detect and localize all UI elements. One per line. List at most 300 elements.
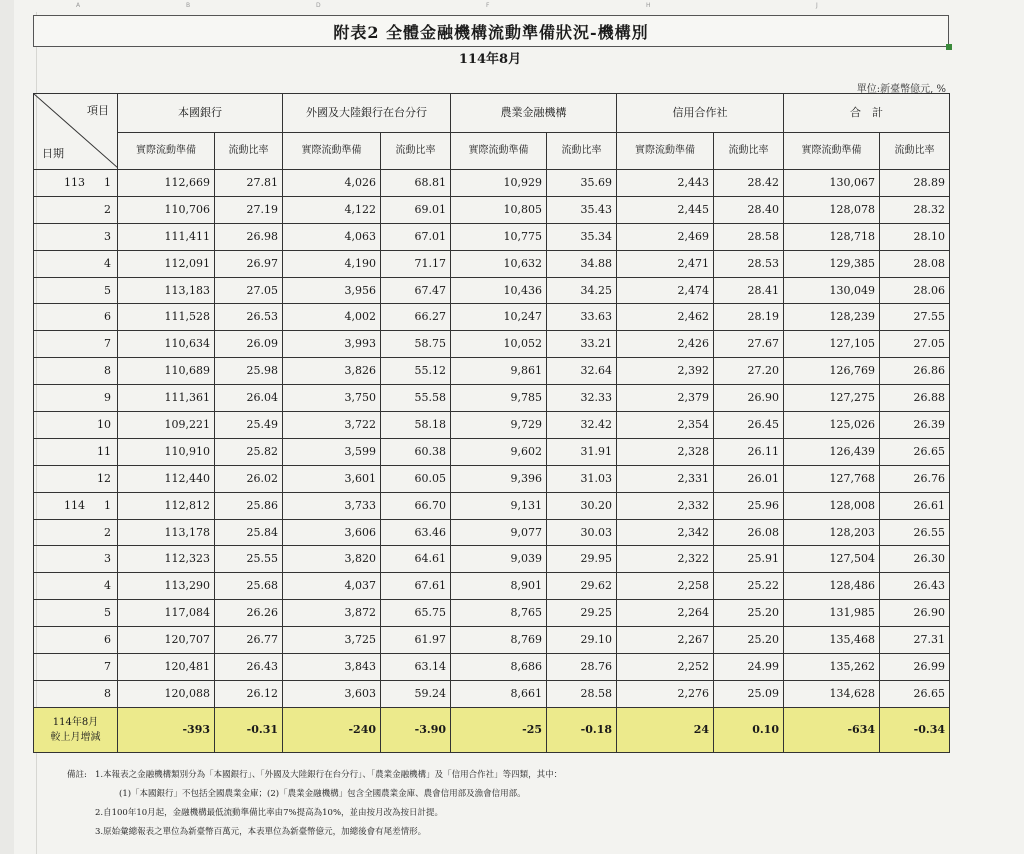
month-label: 1 — [104, 176, 111, 189]
title-text: 附表2 全體金融機構流動準備狀況-機構別 — [333, 22, 649, 42]
ratio-cell: 35.69 — [547, 170, 617, 197]
ratio-cell: 32.33 — [547, 385, 617, 412]
reserve-cell: 2,252 — [617, 654, 714, 681]
reserve-cell: 112,323 — [118, 546, 215, 573]
ratio-cell: 28.32 — [880, 196, 950, 223]
change-label-month: 114年8月 — [52, 716, 99, 728]
ratio-cell: 26.08 — [714, 519, 784, 546]
reserve-cell: 4,122 — [283, 196, 381, 223]
ratio-cell: 25.55 — [215, 546, 283, 573]
ratio-cell: 28.08 — [880, 250, 950, 277]
subheader-reserve: 實際流動準備 — [451, 133, 547, 170]
ratio-cell: 26.77 — [215, 627, 283, 654]
header-corner — [34, 94, 118, 170]
date-cell — [34, 680, 118, 707]
month-label: 4 — [104, 256, 111, 270]
table-row — [34, 170, 950, 197]
table-row — [34, 331, 950, 358]
ratio-cell: 26.45 — [714, 412, 784, 439]
month-label: 6 — [104, 633, 111, 647]
reserve-cell: 2,469 — [617, 223, 714, 250]
ratio-cell: 26.90 — [880, 600, 950, 627]
ratio-cell: 26.12 — [215, 680, 283, 707]
date-cell — [34, 412, 118, 439]
reserve-cell: 10,929 — [451, 170, 547, 197]
date-cell — [34, 385, 118, 412]
table-row — [34, 627, 950, 654]
ratio-cell: 28.89 — [880, 170, 950, 197]
reserve-cell: 127,275 — [784, 385, 880, 412]
reserve-cell: 3,750 — [283, 385, 381, 412]
reserve-cell: 2,392 — [617, 358, 714, 385]
reserve-cell: 10,805 — [451, 196, 547, 223]
table-row — [34, 492, 950, 519]
reserve-cell: 9,861 — [451, 358, 547, 385]
reserve-cell: 129,385 — [784, 250, 880, 277]
reserve-cell: 128,486 — [784, 573, 880, 600]
ratio-cell: 30.20 — [547, 492, 617, 519]
column-letters: A B D F H J — [76, 2, 818, 9]
table-row — [34, 385, 950, 412]
reserve-cell: 2,258 — [617, 573, 714, 600]
ratio-cell: 26.98 — [215, 223, 283, 250]
month-label: 6 — [104, 310, 111, 324]
date-cell — [34, 573, 118, 600]
ratio-cell: 67.47 — [381, 277, 451, 304]
date-cell — [34, 654, 118, 681]
reserve-cell: 2,264 — [617, 600, 714, 627]
reserve-cell: 126,769 — [784, 358, 880, 385]
ratio-cell: 63.14 — [381, 654, 451, 681]
reserve-cell: 2,462 — [617, 304, 714, 331]
table-row — [34, 250, 950, 277]
reserve-cell: 3,601 — [283, 465, 381, 492]
date-cell — [34, 519, 118, 546]
reserve-cell: 9,131 — [451, 492, 547, 519]
ratio-cell: 32.64 — [547, 358, 617, 385]
ratio-cell: 28.10 — [880, 223, 950, 250]
ratio-cell: 25.86 — [215, 492, 283, 519]
reserve-cell: 4,037 — [283, 573, 381, 600]
reserve-cell: 128,239 — [784, 304, 880, 331]
reserve-cell: 9,602 — [451, 438, 547, 465]
ratio-cell: 27.05 — [880, 331, 950, 358]
subheader-reserve: 實際流動準備 — [283, 133, 381, 170]
reserve-cell: 113,183 — [118, 277, 215, 304]
ratio-cell: 55.12 — [381, 358, 451, 385]
header-group-row — [34, 94, 950, 133]
reserve-cell: 110,706 — [118, 196, 215, 223]
reserve-cell: 128,718 — [784, 223, 880, 250]
ratio-cell: 26.61 — [880, 492, 950, 519]
note-1: 1.本報表之金融機構類別分為「本國銀行」、「外國及大陸銀行在台分行」、「農業金融機構」及「信用合作社」等四類，其中： — [95, 770, 563, 780]
month-label: 2 — [104, 202, 111, 216]
reserve-cell: 9,039 — [451, 546, 547, 573]
date-cell — [34, 358, 118, 385]
ratio-cell: 24.99 — [714, 654, 784, 681]
table-row — [34, 358, 950, 385]
reserve-cell: 120,481 — [118, 654, 215, 681]
ratio-cell: 25.20 — [714, 600, 784, 627]
ratio-cell: 26.30 — [880, 546, 950, 573]
ratio-cell: 26.26 — [215, 600, 283, 627]
reserve-cell: 113,178 — [118, 519, 215, 546]
month-label: 7 — [104, 337, 111, 351]
ratio-cell: 28.76 — [547, 654, 617, 681]
month-label: 5 — [104, 606, 111, 620]
unit-label: 單位:新臺幣億元, % — [856, 84, 946, 95]
ratio-cell: 60.38 — [381, 438, 451, 465]
ratio-cell: 28.53 — [714, 250, 784, 277]
ratio-cell: 29.10 — [547, 627, 617, 654]
date-cell — [34, 223, 118, 250]
ratio-cell: 27.67 — [714, 331, 784, 358]
ratio-cell: 26.86 — [880, 358, 950, 385]
ratio-cell: 25.49 — [215, 412, 283, 439]
ratio-cell: 25.98 — [215, 358, 283, 385]
ratio-cell: 26.43 — [880, 573, 950, 600]
date-cell — [34, 170, 118, 197]
reserve-cell: 120,088 — [118, 680, 215, 707]
date-cell — [34, 627, 118, 654]
subheader-ratio: 流動比率 — [215, 133, 283, 170]
corner-item-label: 項目 — [87, 104, 109, 117]
ratio-cell: 71.17 — [381, 250, 451, 277]
subheader-reserve: 實際流動準備 — [118, 133, 215, 170]
reserve-cell: 3,606 — [283, 519, 381, 546]
ratio-cell: 29.62 — [547, 573, 617, 600]
reserve-cell: 117,084 — [118, 600, 215, 627]
change-label-text: 較上月增減 — [50, 731, 101, 743]
table-row — [34, 573, 950, 600]
reserve-cell: 109,221 — [118, 412, 215, 439]
ratio-cell: 26.39 — [880, 412, 950, 439]
ratio-cell: 27.19 — [215, 196, 283, 223]
month-label: 1 — [104, 498, 111, 512]
reserve-cell: 2,426 — [617, 331, 714, 358]
reserve-cell: 111,411 — [118, 223, 215, 250]
change-reserve-cell: -393 — [118, 707, 215, 752]
month-label: 3 — [104, 552, 111, 566]
note-2: 2.自100年10月起，金融機構最低流動準備比率由7%提高為10%，並由按月改為按日計提。 — [95, 808, 444, 818]
page-title — [33, 15, 949, 47]
ratio-cell: 27.31 — [880, 627, 950, 654]
ratio-cell: 28.58 — [714, 223, 784, 250]
table-row — [34, 465, 950, 492]
ratio-cell: 25.22 — [714, 573, 784, 600]
reserve-cell: 3,599 — [283, 438, 381, 465]
reserve-cell: 9,785 — [451, 385, 547, 412]
reserve-cell: 4,190 — [283, 250, 381, 277]
subheader-ratio: 流動比率 — [880, 133, 950, 170]
ratio-cell: 29.95 — [547, 546, 617, 573]
table-row — [34, 277, 950, 304]
reserve-cell: 135,262 — [784, 654, 880, 681]
ratio-cell: 27.20 — [714, 358, 784, 385]
ratio-cell: 27.55 — [880, 304, 950, 331]
reserve-cell: 112,812 — [118, 492, 215, 519]
subheader-ratio: 流動比率 — [714, 133, 784, 170]
date-cell — [34, 465, 118, 492]
reserve-cell: 3,820 — [283, 546, 381, 573]
table-row — [34, 680, 950, 707]
change-reserve-cell: 24 — [617, 707, 714, 752]
ratio-cell: 25.82 — [215, 438, 283, 465]
note-1-detail: (1)「本國銀行」不包括全國農業金庫；(2)「農業金融機構」包含全國農業金庫、農會信用部及漁會信用部。 — [119, 789, 526, 799]
change-ratio-cell: -3.90 — [381, 707, 451, 752]
ratio-cell: 28.42 — [714, 170, 784, 197]
ratio-cell: 26.02 — [215, 465, 283, 492]
reserve-cell: 127,504 — [784, 546, 880, 573]
month-label: 5 — [104, 283, 111, 297]
change-reserve-cell: -25 — [451, 707, 547, 752]
reserve-cell: 128,203 — [784, 519, 880, 546]
table-row — [34, 654, 950, 681]
reserve-cell: 131,985 — [784, 600, 880, 627]
change-ratio-cell: -0.34 — [880, 707, 950, 752]
group-credit-coops: 信用合作社 — [617, 94, 784, 133]
group-domestic-banks: 本國銀行 — [118, 94, 283, 133]
ratio-cell: 30.03 — [547, 519, 617, 546]
ratio-cell: 26.76 — [880, 465, 950, 492]
reserve-cell: 126,439 — [784, 438, 880, 465]
group-agricultural: 農業金融機構 — [451, 94, 617, 133]
ratio-cell: 28.58 — [547, 680, 617, 707]
reserve-cell: 2,445 — [617, 196, 714, 223]
group-foreign-branches: 外國及大陸銀行在台分行 — [283, 94, 451, 133]
ratio-cell: 59.24 — [381, 680, 451, 707]
reserve-cell: 130,067 — [784, 170, 880, 197]
year-label: 114 — [64, 498, 85, 512]
ratio-cell: 29.25 — [547, 600, 617, 627]
month-label: 11 — [97, 444, 111, 458]
reserve-cell: 2,354 — [617, 412, 714, 439]
reserve-cell: 3,993 — [283, 331, 381, 358]
reserve-cell: 112,669 — [118, 170, 215, 197]
month-label: 9 — [104, 391, 111, 405]
notes-section — [67, 766, 955, 842]
ratio-cell: 26.04 — [215, 385, 283, 412]
subheader-reserve: 實際流動準備 — [617, 133, 714, 170]
month-label: 3 — [104, 229, 111, 243]
reserve-cell: 110,689 — [118, 358, 215, 385]
ratio-cell: 25.09 — [714, 680, 784, 707]
reserve-cell: 3,603 — [283, 680, 381, 707]
ratio-cell: 25.91 — [714, 546, 784, 573]
reserve-cell: 9,729 — [451, 412, 547, 439]
ratio-cell: 60.05 — [381, 465, 451, 492]
ratio-cell: 26.65 — [880, 680, 950, 707]
group-total: 合 計 — [784, 94, 950, 133]
table-row — [34, 196, 950, 223]
ratio-cell: 31.03 — [547, 465, 617, 492]
ratio-cell: 26.90 — [714, 385, 784, 412]
ratio-cell: 25.96 — [714, 492, 784, 519]
reserve-cell: 3,722 — [283, 412, 381, 439]
reserve-cell: 111,528 — [118, 304, 215, 331]
reserve-cell: 128,008 — [784, 492, 880, 519]
page-subtitle: 114年8月 — [458, 52, 522, 67]
change-reserve-cell: -634 — [784, 707, 880, 752]
reserve-cell: 3,872 — [283, 600, 381, 627]
ratio-cell: 26.65 — [880, 438, 950, 465]
month-label: 12 — [97, 471, 111, 485]
reserve-cell: 9,077 — [451, 519, 547, 546]
reserve-cell: 8,661 — [451, 680, 547, 707]
table-row — [34, 438, 950, 465]
change-ratio-cell: 0.10 — [714, 707, 784, 752]
reserve-cell: 112,440 — [118, 465, 215, 492]
reserve-cell: 3,826 — [283, 358, 381, 385]
reserve-cell: 8,901 — [451, 573, 547, 600]
ratio-cell: 25.20 — [714, 627, 784, 654]
ratio-cell: 66.27 — [381, 304, 451, 331]
table-row — [34, 223, 950, 250]
year-label: 113 — [64, 176, 85, 189]
ratio-cell: 33.21 — [547, 331, 617, 358]
reserve-cell: 125,026 — [784, 412, 880, 439]
reserve-cell: 2,342 — [617, 519, 714, 546]
ratio-cell: 35.43 — [547, 196, 617, 223]
reserve-cell: 127,768 — [784, 465, 880, 492]
reserve-cell: 9,396 — [451, 465, 547, 492]
ratio-cell: 68.81 — [381, 170, 451, 197]
reserve-cell: 110,910 — [118, 438, 215, 465]
reserve-cell: 2,379 — [617, 385, 714, 412]
month-label: 10 — [97, 418, 111, 432]
ratio-cell: 34.25 — [547, 277, 617, 304]
table-row — [34, 412, 950, 439]
ratio-cell: 27.05 — [215, 277, 283, 304]
month-label: 8 — [104, 364, 111, 378]
ratio-cell: 61.97 — [381, 627, 451, 654]
ratio-cell: 34.88 — [547, 250, 617, 277]
date-cell — [34, 492, 118, 519]
ratio-cell: 55.58 — [381, 385, 451, 412]
notes-label: 備註: — [67, 770, 87, 780]
ratio-cell: 33.63 — [547, 304, 617, 331]
reserve-cell: 8,686 — [451, 654, 547, 681]
date-cell — [34, 250, 118, 277]
ratio-cell: 26.99 — [880, 654, 950, 681]
ratio-cell: 58.75 — [381, 331, 451, 358]
reserve-cell: 8,769 — [451, 627, 547, 654]
header-sub-row — [34, 133, 950, 170]
ratio-cell: 26.11 — [714, 438, 784, 465]
reserve-cell: 10,632 — [451, 250, 547, 277]
ratio-cell: 67.61 — [381, 573, 451, 600]
ratio-cell: 26.97 — [215, 250, 283, 277]
reserve-cell: 2,332 — [617, 492, 714, 519]
change-ratio-cell: -0.18 — [547, 707, 617, 752]
ratio-cell: 26.09 — [215, 331, 283, 358]
reserve-cell: 130,049 — [784, 277, 880, 304]
date-cell — [34, 304, 118, 331]
date-cell — [34, 331, 118, 358]
reserve-cell: 135,468 — [784, 627, 880, 654]
date-cell — [34, 277, 118, 304]
reserve-cell: 2,267 — [617, 627, 714, 654]
reserve-cell: 112,091 — [118, 250, 215, 277]
subheader-ratio: 流動比率 — [381, 133, 451, 170]
ratio-cell: 26.53 — [215, 304, 283, 331]
ratio-cell: 25.84 — [215, 519, 283, 546]
subheader-ratio: 流動比率 — [547, 133, 617, 170]
ratio-cell: 67.01 — [381, 223, 451, 250]
change-ratio-cell: -0.31 — [215, 707, 283, 752]
reserve-cell: 10,247 — [451, 304, 547, 331]
date-cell — [34, 546, 118, 573]
reserve-cell: 10,436 — [451, 277, 547, 304]
reserve-cell: 128,078 — [784, 196, 880, 223]
date-cell — [34, 196, 118, 223]
ratio-cell: 26.01 — [714, 465, 784, 492]
reserve-cell: 4,063 — [283, 223, 381, 250]
ratio-cell: 25.68 — [215, 573, 283, 600]
ratio-cell: 26.55 — [880, 519, 950, 546]
ratio-cell: 28.06 — [880, 277, 950, 304]
reserve-cell: 8,765 — [451, 600, 547, 627]
table-body — [34, 170, 950, 753]
date-cell — [34, 438, 118, 465]
reserve-cell: 113,290 — [118, 573, 215, 600]
ratio-cell: 58.18 — [381, 412, 451, 439]
ratio-cell: 26.88 — [880, 385, 950, 412]
change-reserve-cell: -240 — [283, 707, 381, 752]
ratio-cell: 31.91 — [547, 438, 617, 465]
reserve-cell: 2,328 — [617, 438, 714, 465]
ratio-cell: 66.70 — [381, 492, 451, 519]
reserve-cell: 10,052 — [451, 331, 547, 358]
table-row — [34, 519, 950, 546]
month-label: 8 — [104, 686, 111, 700]
ratio-cell: 35.34 — [547, 223, 617, 250]
ratio-cell: 32.42 — [547, 412, 617, 439]
ratio-cell: 26.43 — [215, 654, 283, 681]
liquidity-table — [33, 93, 950, 753]
reserve-cell: 3,733 — [283, 492, 381, 519]
month-label: 7 — [104, 660, 111, 674]
table-row — [34, 546, 950, 573]
table-row — [34, 304, 950, 331]
reserve-cell: 2,276 — [617, 680, 714, 707]
reserve-cell: 4,002 — [283, 304, 381, 331]
reserve-cell: 127,105 — [784, 331, 880, 358]
reserve-cell: 3,956 — [283, 277, 381, 304]
reserve-cell: 4,026 — [283, 170, 381, 197]
date-cell — [34, 600, 118, 627]
change-label-cell — [34, 707, 118, 752]
ratio-cell: 64.61 — [381, 546, 451, 573]
note-3: 3.原始彙總報表之單位為新臺幣百萬元，本表單位為新臺幣億元，加總後會有尾差情形。 — [95, 827, 427, 837]
reserve-cell: 3,725 — [283, 627, 381, 654]
table-row — [34, 600, 950, 627]
ratio-cell: 65.75 — [381, 600, 451, 627]
ratio-cell: 28.41 — [714, 277, 784, 304]
subheader-reserve: 實際流動準備 — [784, 133, 880, 170]
month-label: 2 — [104, 525, 111, 539]
reserve-cell: 110,634 — [118, 331, 215, 358]
monthly-change-row — [34, 707, 950, 752]
ratio-cell: 69.01 — [381, 196, 451, 223]
ratio-cell: 28.40 — [714, 196, 784, 223]
reserve-cell: 2,322 — [617, 546, 714, 573]
reserve-cell: 2,474 — [617, 277, 714, 304]
ratio-cell: 63.46 — [381, 519, 451, 546]
reserve-cell: 134,628 — [784, 680, 880, 707]
corner-date-label: 日期 — [42, 147, 64, 160]
reserve-cell: 2,443 — [617, 170, 714, 197]
